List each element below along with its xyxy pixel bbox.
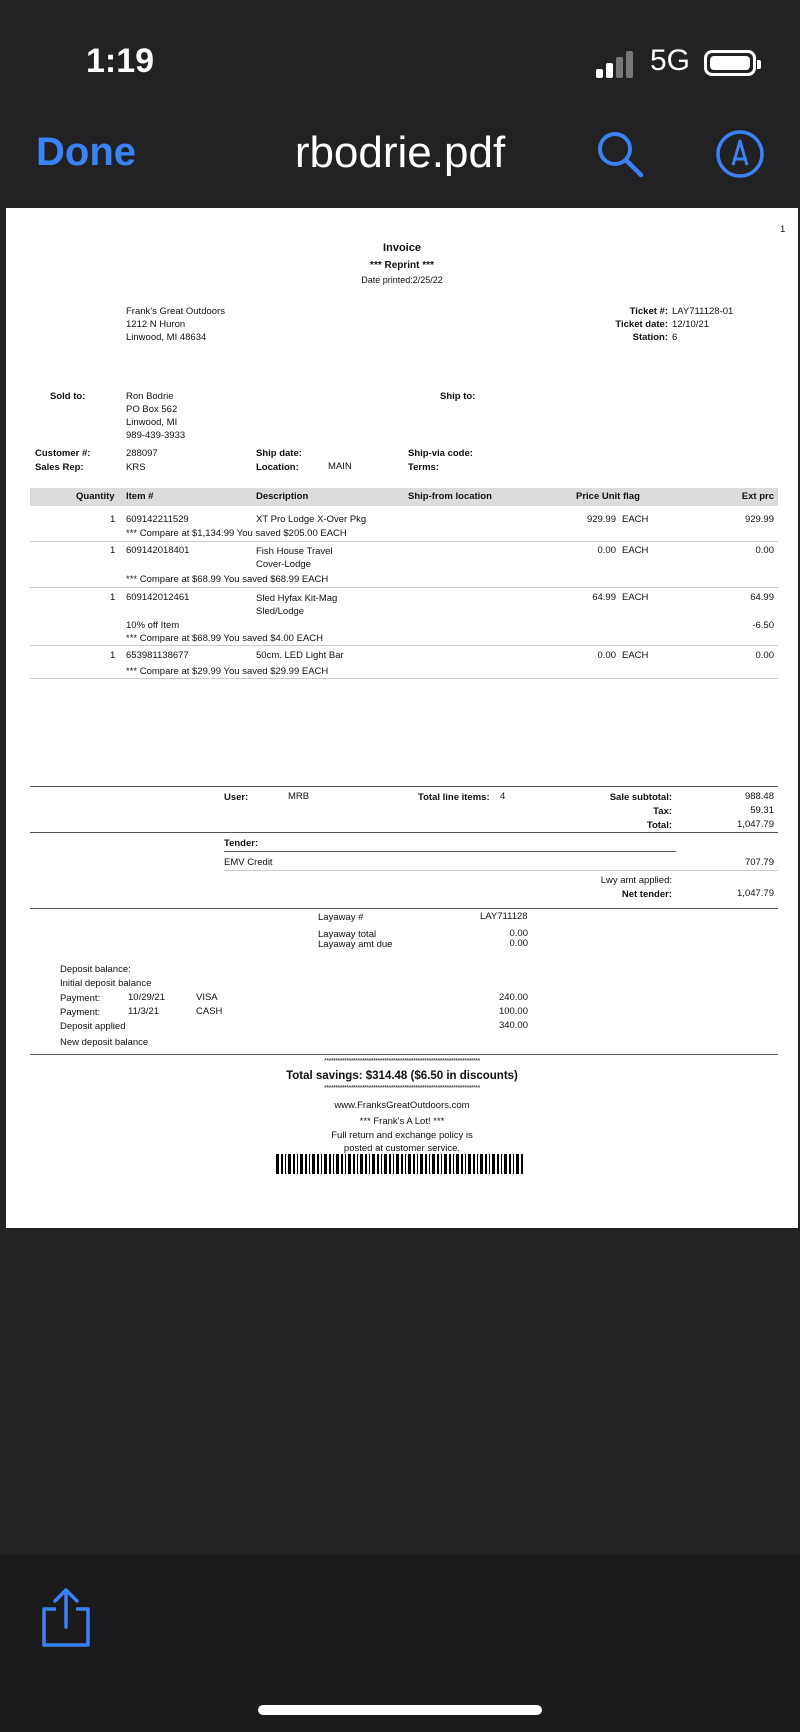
sold-to-label: Sold to: bbox=[50, 391, 86, 402]
payment-label: Payment: bbox=[60, 993, 101, 1004]
col-ext: Ext prc bbox=[741, 491, 774, 502]
ship-to-label: Ship to: bbox=[440, 391, 476, 402]
total-savings: Total savings: $314.48 ($6.50 in discounts) bbox=[286, 1070, 518, 1082]
payment-amount: 240.00 bbox=[498, 992, 528, 1003]
store-slogan: *** Frank's A Lot! *** bbox=[359, 1116, 445, 1127]
layaway-total-value: 0.00 bbox=[509, 928, 528, 939]
net-tender-label: Net tender: bbox=[621, 889, 672, 900]
sold-to-city: Linwood, MI bbox=[126, 417, 178, 428]
search-icon[interactable] bbox=[594, 128, 646, 180]
layaway-due-label: Layaway amt due bbox=[318, 939, 393, 950]
total-label: Total: bbox=[646, 820, 672, 831]
layaway-num-value: LAY711128 bbox=[480, 911, 528, 922]
item-ext: 64.99 bbox=[750, 592, 774, 603]
item-qty: 1 bbox=[110, 545, 116, 556]
payment-date: 10/29/21 bbox=[128, 992, 165, 1003]
item-note: *** Compare at $29.99 You saved $29.99 EACH bbox=[126, 666, 329, 677]
payment-method: VISA bbox=[196, 992, 218, 1003]
location-value: MAIN bbox=[328, 461, 352, 472]
ticket-date-value: 12/10/21 bbox=[672, 319, 709, 330]
payment-date: 11/3/21 bbox=[128, 1006, 159, 1017]
policy-line-2: posted at customer service. bbox=[343, 1143, 461, 1154]
item-price: 0.00 bbox=[597, 650, 616, 661]
location-label: Location: bbox=[256, 462, 299, 473]
footer-stars-top: ********************************************************************** bbox=[324, 1058, 480, 1065]
item-discount-label: 10% off Item bbox=[126, 620, 180, 631]
item-price: 929.99 bbox=[586, 514, 616, 525]
item-discount-value: -6.50 bbox=[752, 620, 774, 631]
sold-to-name: Ron Bodrie bbox=[126, 391, 174, 402]
item-note: *** Compare at $68.99 You saved $4.00 EACH bbox=[126, 633, 323, 644]
status-time: 1:19 bbox=[86, 42, 155, 80]
tax-value: 59.31 bbox=[750, 805, 774, 816]
user-label: User: bbox=[224, 792, 249, 803]
item-ext: 0.00 bbox=[755, 650, 774, 661]
customer-value: 288097 bbox=[126, 448, 158, 459]
item-description-2: Sled/Lodge bbox=[256, 606, 305, 617]
ticket-label: Ticket #: bbox=[629, 306, 668, 317]
item-qty: 1 bbox=[110, 514, 116, 525]
sales-rep-label: Sales Rep: bbox=[35, 462, 84, 473]
payment-label: Payment: bbox=[60, 1007, 101, 1018]
item-ext: 0.00 bbox=[755, 545, 774, 556]
item-number: 609142012461 bbox=[126, 592, 190, 603]
initial-deposit-label: Initial deposit balance bbox=[60, 978, 152, 989]
item-price: 0.00 bbox=[597, 545, 616, 556]
reprint-label: *** Reprint *** bbox=[370, 260, 434, 271]
item-description: 50cm. LED Light Bar bbox=[256, 650, 344, 661]
tender-method-value: 707.79 bbox=[744, 857, 774, 868]
item-qty: 1 bbox=[110, 592, 116, 603]
battery-icon bbox=[704, 50, 756, 76]
col-ship-from: Ship-from location bbox=[408, 491, 492, 502]
policy-line-1: Full return and exchange policy is bbox=[331, 1130, 473, 1141]
payment-amount: 100.00 bbox=[498, 1006, 528, 1017]
item-ext: 929.99 bbox=[744, 514, 774, 525]
payment-method: CASH bbox=[196, 1006, 223, 1017]
ship-date-label: Ship date: bbox=[256, 448, 302, 459]
sold-to-phone: 989-439-3933 bbox=[126, 430, 186, 441]
new-deposit-label: New deposit balance bbox=[60, 1037, 149, 1048]
item-description: Sled Hyfax Kit-Mag bbox=[256, 593, 338, 604]
net-tender-value: 1,047.79 bbox=[737, 888, 774, 899]
share-icon[interactable] bbox=[38, 1585, 94, 1649]
total-value: 1,047.79 bbox=[737, 819, 774, 830]
store-url: www.FranksGreatOutdoors.com bbox=[334, 1100, 470, 1111]
nav-bar bbox=[0, 110, 800, 205]
item-number: 609142018401 bbox=[126, 545, 190, 556]
item-note: *** Compare at $1,134.99 You saved $205.00 EACH bbox=[126, 528, 347, 539]
station-label: Station: bbox=[632, 332, 668, 343]
deposit-balance-label: Deposit balance: bbox=[60, 964, 131, 975]
item-unit: EACH bbox=[622, 514, 649, 525]
signal-icon bbox=[596, 50, 640, 78]
col-price-unit: Price Unit flag bbox=[576, 491, 640, 502]
markup-icon[interactable] bbox=[714, 128, 766, 180]
subtotal-label: Sale subtotal: bbox=[609, 792, 672, 803]
ship-via-label: Ship-via code: bbox=[408, 448, 473, 459]
customer-label: Customer #: bbox=[35, 448, 91, 459]
pdf-page[interactable] bbox=[6, 208, 798, 1228]
col-description: Description bbox=[256, 491, 309, 502]
total-lines-label: Total line items: bbox=[418, 792, 490, 803]
item-description: Fish House Travel bbox=[256, 546, 333, 557]
network-type: 5G bbox=[650, 44, 691, 77]
item-number: 609142211529 bbox=[126, 514, 189, 525]
store-address: 1212 N Huron bbox=[126, 319, 186, 330]
subtotal-value: 988.48 bbox=[744, 791, 774, 802]
tax-label: Tax: bbox=[653, 806, 672, 817]
item-description-2: Cover-Lodge bbox=[256, 559, 311, 570]
total-lines-value: 4 bbox=[500, 791, 506, 802]
item-note: *** Compare at $68.99 You saved $68.99 EACH bbox=[126, 574, 329, 585]
col-item: Item # bbox=[126, 491, 154, 502]
store-city: Linwood, MI 48634 bbox=[126, 332, 207, 343]
date-printed: Date printed:2/25/22 bbox=[361, 275, 443, 285]
sales-rep-value: KRS bbox=[126, 462, 146, 473]
ticket-value: LAY711128-01 bbox=[672, 306, 734, 317]
bottom-toolbar bbox=[0, 1555, 800, 1732]
col-quantity: Quantity bbox=[76, 491, 115, 502]
deposit-applied-value: 340.00 bbox=[498, 1020, 528, 1031]
footer-stars-bottom: ********************************************************************** bbox=[324, 1085, 480, 1092]
tender-label: Tender: bbox=[224, 838, 259, 849]
item-price: 64.99 bbox=[592, 592, 616, 603]
tender-method: EMV Credit bbox=[224, 857, 273, 868]
store-name: Frank's Great Outdoors bbox=[126, 306, 225, 317]
item-qty: 1 bbox=[110, 650, 116, 661]
layaway-num-label: Layaway # bbox=[318, 912, 364, 923]
lwy-amt-label: Lwy amt applied: bbox=[600, 875, 672, 886]
layaway-total-label: Layaway total bbox=[318, 929, 377, 940]
item-description: XT Pro Lodge X-Over Pkg bbox=[256, 514, 367, 525]
barcode bbox=[276, 1154, 526, 1174]
user-value: MRB bbox=[288, 791, 310, 802]
deposit-applied-label: Deposit applied bbox=[60, 1021, 126, 1032]
item-unit: EACH bbox=[622, 650, 649, 661]
station-value: 6 bbox=[672, 332, 678, 343]
sold-to-box: PO Box 562 bbox=[126, 404, 178, 415]
document-title: rbodrie.pdf bbox=[294, 128, 506, 177]
terms-label: Terms: bbox=[408, 462, 439, 473]
item-unit: EACH bbox=[622, 545, 649, 556]
ticket-date-label: Ticket date: bbox=[615, 319, 668, 330]
layaway-due-value: 0.00 bbox=[509, 938, 528, 949]
home-indicator bbox=[258, 1705, 542, 1715]
invoice-title: Invoice bbox=[383, 242, 421, 254]
done-button[interactable]: Done bbox=[36, 130, 136, 174]
item-number: 653981138677 bbox=[126, 650, 189, 661]
item-unit: EACH bbox=[622, 592, 649, 603]
status-bar bbox=[0, 0, 800, 110]
page-number: 1 bbox=[780, 224, 786, 235]
